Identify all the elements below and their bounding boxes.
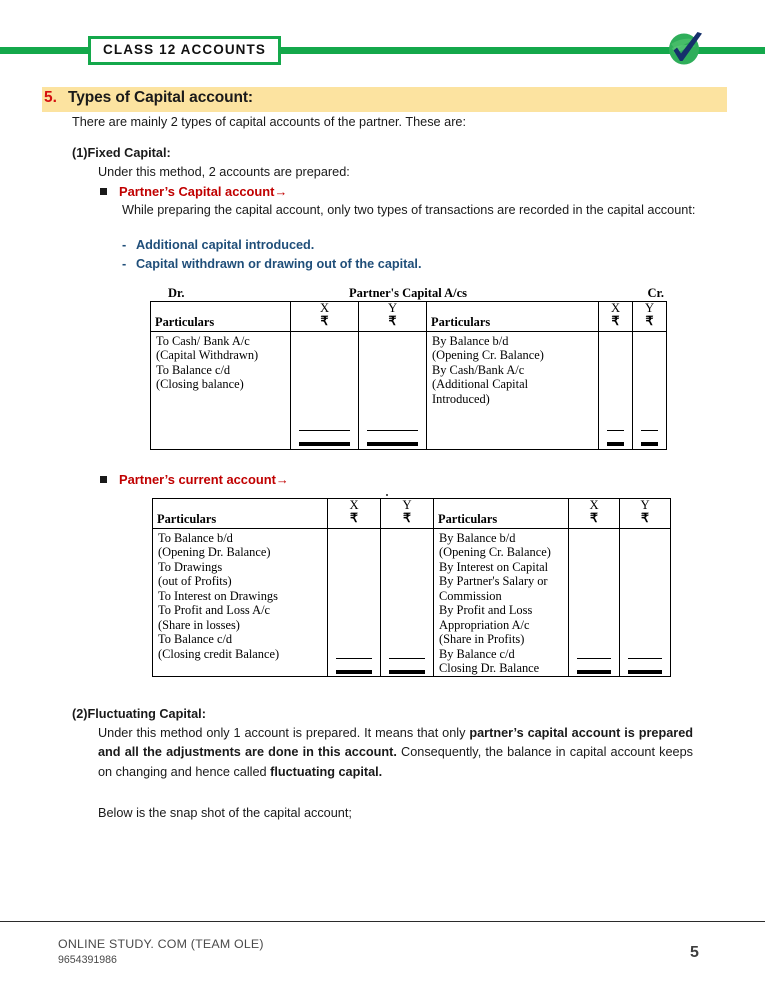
debit-entries-cell bbox=[151, 332, 291, 450]
partner-x-label: X bbox=[319, 301, 330, 315]
para-bold-segment: partner’s capital account is prepared and all the adjustments are done in this account. bbox=[98, 726, 694, 760]
partner-y-label: Y bbox=[644, 301, 655, 315]
total-rule-thick bbox=[299, 442, 350, 446]
partners-capital-account-table-block bbox=[150, 286, 666, 450]
bullet-label: Partner’s Capital account→ bbox=[119, 184, 288, 199]
bullet-label: Partner’s current account→ bbox=[119, 472, 289, 487]
para-bold-segment: fluctuating capital. bbox=[270, 764, 383, 779]
entry-line: Appropriation A/c bbox=[439, 617, 530, 632]
partner-x-label: X bbox=[349, 498, 359, 512]
header-amount-y-debit bbox=[359, 302, 427, 332]
dash-item-additional-capital bbox=[122, 238, 314, 252]
partners-current-account-table-block bbox=[152, 498, 670, 677]
amount-cell-y-credit bbox=[620, 529, 671, 677]
capital-table-title: Partner's Capital A/cs bbox=[348, 286, 468, 300]
entry-line: To Profit and Loss A/c bbox=[158, 603, 271, 618]
intro-paragraph: There are mainly 2 types of capital accounts of the partner. These are: bbox=[72, 115, 466, 129]
fixed-capital-heading: (1)Fixed Capital: bbox=[72, 146, 171, 160]
total-rule-thin bbox=[577, 658, 611, 659]
entry-line: To Interest on Drawings bbox=[158, 588, 278, 603]
entry-line: By Balance c/d bbox=[439, 646, 515, 661]
entry-line: By Cash/Bank A/c bbox=[432, 362, 525, 377]
total-rule-thin bbox=[641, 430, 658, 431]
header-particulars-debit: Particulars bbox=[153, 499, 328, 529]
total-rule-thin bbox=[607, 430, 624, 431]
entry-line: By Balance b/d bbox=[439, 531, 516, 545]
entry-line: Closing Dr. Balance bbox=[439, 661, 540, 676]
entry-line: (out of Profits) bbox=[158, 574, 232, 589]
entry-line: To Drawings bbox=[158, 559, 223, 574]
class-badge: CLASS 12 ACCOUNTS bbox=[88, 36, 281, 65]
credit-entries-cell bbox=[434, 529, 569, 677]
rupee-icon: ₹ bbox=[320, 313, 329, 328]
entry-line: Introduced) bbox=[432, 391, 490, 406]
dash-item-label: Capital withdrawn or drawing out of the capital. bbox=[136, 257, 422, 271]
total-rule-thin bbox=[628, 658, 662, 659]
table-header-row bbox=[153, 499, 671, 529]
header-particulars-debit: Particulars bbox=[151, 302, 291, 332]
page-title: Types of Capital account: bbox=[68, 89, 253, 106]
header-amount-x-debit bbox=[291, 302, 359, 332]
total-rule-thick bbox=[628, 670, 662, 674]
header-amount-x-debit bbox=[328, 499, 381, 529]
partner-y-label: Y bbox=[402, 498, 412, 512]
entry-line: To Balance c/d bbox=[156, 362, 231, 377]
entry-line: (Opening Dr. Balance) bbox=[158, 545, 271, 560]
dash-mark-icon: - bbox=[122, 257, 127, 271]
page-number: 5 bbox=[690, 944, 699, 961]
fixed-capital-subheading: Under this method, 2 accounts are prepared: bbox=[98, 165, 350, 179]
debit-entries-cell bbox=[153, 529, 328, 677]
table-body-row bbox=[153, 529, 671, 677]
header-particulars-credit: Particulars bbox=[434, 499, 569, 529]
footer-divider bbox=[0, 921, 765, 922]
total-rule-thick bbox=[577, 670, 611, 674]
entry-line: To Balance c/d bbox=[158, 632, 233, 647]
footer-phone-number: 9654391986 bbox=[58, 954, 117, 966]
amount-cell-x-debit bbox=[328, 529, 381, 677]
entry-line: (Capital Withdrawn) bbox=[156, 348, 259, 363]
header-particulars-credit: Particulars bbox=[427, 302, 599, 332]
partner-y-label: Y bbox=[640, 498, 650, 512]
section-number: 5. bbox=[44, 89, 57, 106]
credit-entries-cell bbox=[427, 332, 599, 450]
total-rule-thick bbox=[389, 670, 425, 674]
entry-line: By Profit and Loss bbox=[439, 603, 533, 618]
amount-cell-y-debit bbox=[381, 529, 434, 677]
entry-line: By Balance b/d bbox=[432, 334, 509, 348]
page-header bbox=[0, 0, 765, 80]
rupee-icon: ₹ bbox=[589, 510, 598, 525]
dash-item-capital-withdrawn bbox=[122, 257, 421, 271]
snapshot-note: Below is the snap shot of the capital account; bbox=[98, 806, 352, 820]
rupee-icon: ₹ bbox=[388, 313, 397, 328]
header-amount-x-credit bbox=[599, 302, 633, 332]
rupee-icon: ₹ bbox=[640, 510, 649, 525]
entry-line: (Share in losses) bbox=[158, 617, 240, 632]
green-leaf-checkmark-logo bbox=[662, 26, 708, 72]
fluctuating-capital-paragraph bbox=[98, 724, 693, 782]
para-segment: Under this method only 1 account is prepared. It means that only bbox=[98, 726, 470, 740]
entry-line: (Closing credit Balance) bbox=[158, 646, 280, 661]
square-bullet-icon bbox=[100, 476, 107, 483]
capital-table-caption bbox=[150, 286, 666, 300]
dash-mark-icon: - bbox=[122, 238, 127, 252]
total-rule-thick bbox=[336, 670, 372, 674]
total-rule-thin bbox=[299, 430, 350, 431]
para-segment: Consequently, the balance in capital account keeps on changing and hence called bbox=[98, 745, 693, 779]
entry-line: (Share in Profits) bbox=[439, 632, 525, 647]
stray-speck bbox=[386, 494, 388, 496]
partner-x-label: X bbox=[610, 301, 621, 315]
partners-current-account-table bbox=[152, 498, 671, 677]
total-rule-thin bbox=[367, 430, 418, 431]
dash-item-label: Additional capital introduced. bbox=[136, 238, 315, 252]
header-amount-y-debit bbox=[381, 499, 434, 529]
entry-line: (Additional Capital bbox=[432, 377, 529, 392]
credit-side-label: Cr. bbox=[647, 286, 664, 300]
rupee-icon: ₹ bbox=[349, 510, 358, 525]
total-rule-thin bbox=[336, 658, 372, 659]
entry-line: By Interest on Capital bbox=[439, 559, 549, 574]
rupee-icon: ₹ bbox=[645, 313, 654, 328]
partner-y-label: Y bbox=[387, 301, 398, 315]
header-amount-y-credit bbox=[620, 499, 671, 529]
fluctuating-capital-heading: (2)Fluctuating Capital: bbox=[72, 707, 206, 721]
table-header-row bbox=[151, 302, 667, 332]
amount-cell-x-credit bbox=[569, 529, 620, 677]
entry-line: (Closing balance) bbox=[156, 377, 244, 392]
header-amount-y-credit bbox=[633, 302, 667, 332]
rupee-icon: ₹ bbox=[402, 510, 411, 525]
entry-line: By Partner's Salary or bbox=[439, 574, 548, 589]
partner-x-label: X bbox=[589, 498, 599, 512]
amount-cell-x-debit bbox=[291, 332, 359, 450]
entry-line: (Opening Cr. Balance) bbox=[439, 545, 551, 560]
bullet-partners-current-account bbox=[100, 472, 289, 487]
amount-cell-y-credit bbox=[633, 332, 667, 450]
amount-cell-x-credit bbox=[599, 332, 633, 450]
entry-line: To Cash/ Bank A/c bbox=[156, 334, 250, 348]
amount-cell-y-debit bbox=[359, 332, 427, 450]
entry-line: (Opening Cr. Balance) bbox=[432, 348, 544, 363]
entry-line: Commission bbox=[439, 588, 502, 603]
header-amount-x-credit bbox=[569, 499, 620, 529]
capital-account-paragraph: While preparing the capital account, only two types of transactions are recorded in the capital account: bbox=[122, 203, 696, 217]
debit-side-label: Dr. bbox=[168, 286, 185, 300]
entry-line: To Balance b/d bbox=[158, 531, 233, 545]
rupee-icon: ₹ bbox=[611, 313, 620, 328]
table-body-row bbox=[151, 332, 667, 450]
footer-site-name: ONLINE STUDY. COM (TEAM OLE) bbox=[58, 937, 264, 951]
bullet-partners-capital-account bbox=[100, 184, 287, 199]
total-rule-thick bbox=[607, 442, 624, 446]
partners-capital-account-table bbox=[150, 301, 667, 450]
total-rule-thick bbox=[367, 442, 418, 446]
square-bullet-icon bbox=[100, 188, 107, 195]
total-rule-thin bbox=[389, 658, 425, 659]
total-rule-thick bbox=[641, 442, 658, 446]
